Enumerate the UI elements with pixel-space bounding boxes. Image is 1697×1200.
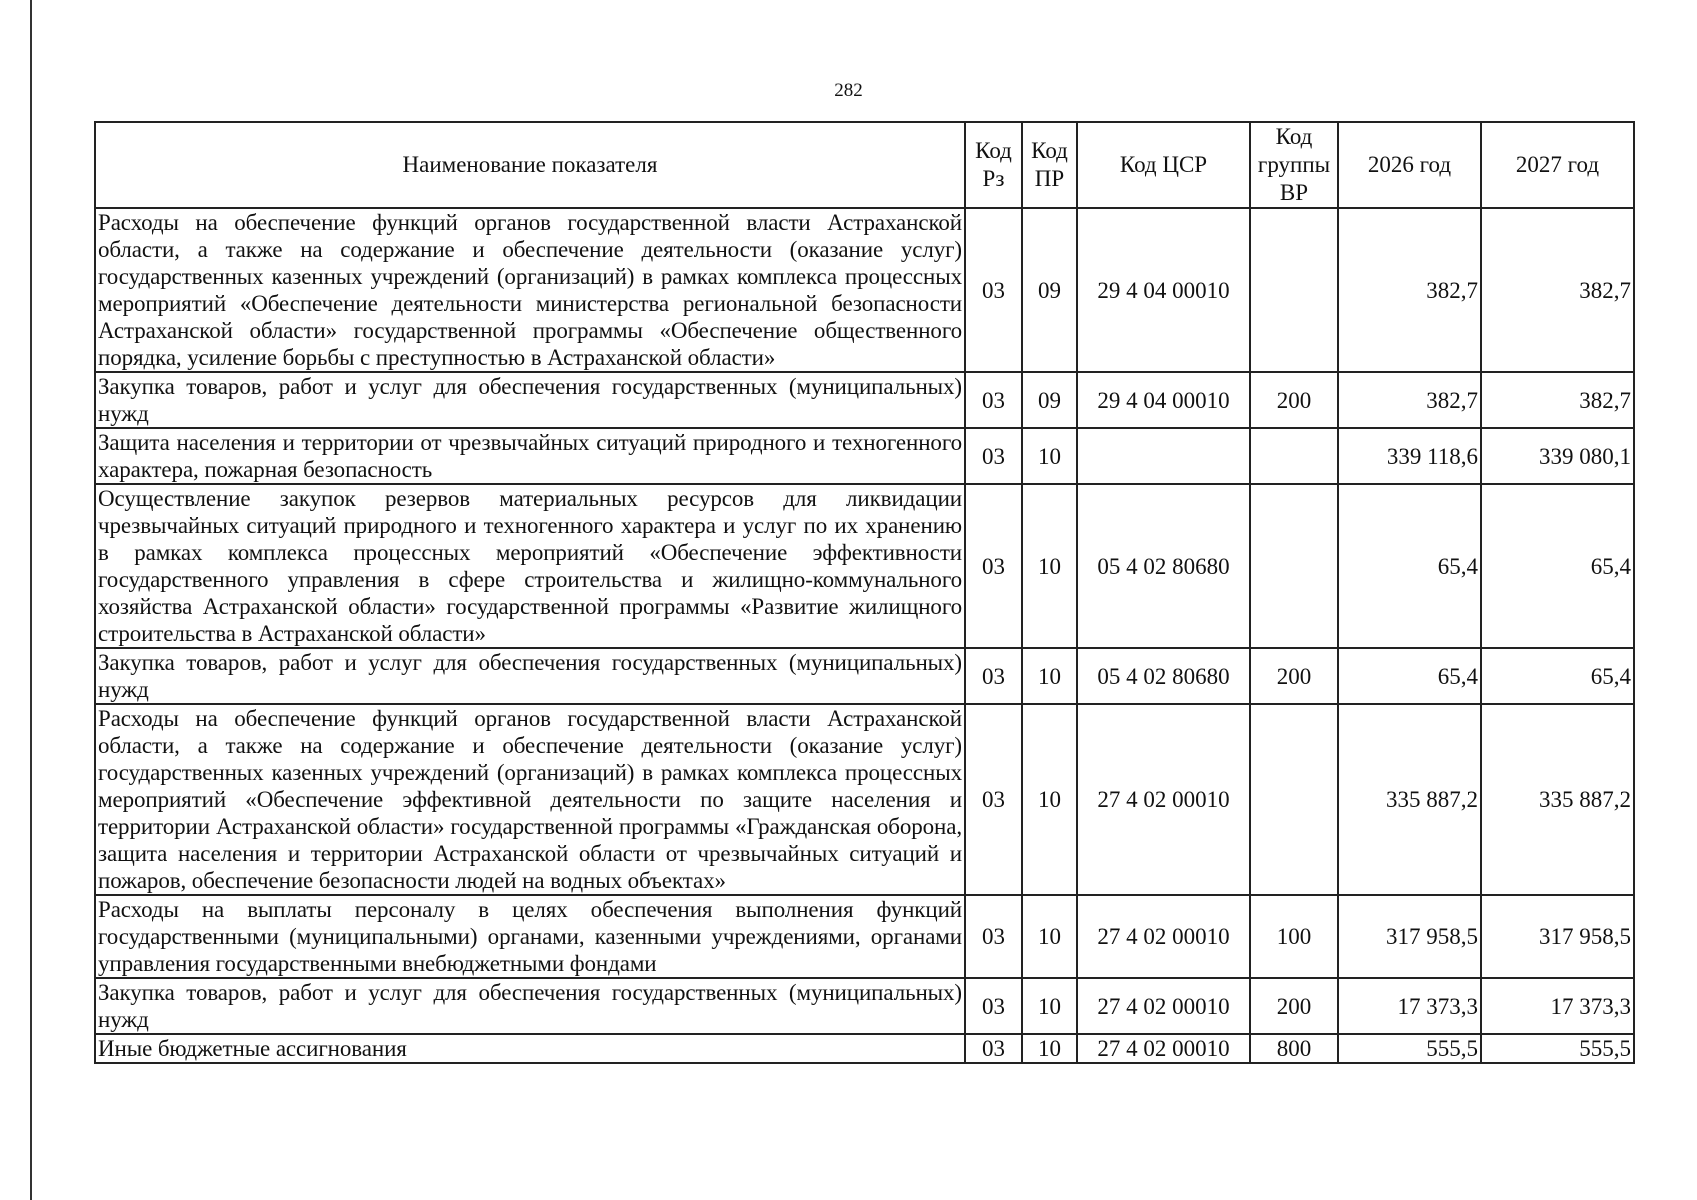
table-row: [95, 1034, 1634, 1063]
cell-vr: 800: [1250, 1034, 1338, 1063]
cell-csr: 27 4 02 00010: [1077, 1034, 1250, 1063]
cell-csr: 29 4 04 00010: [1077, 372, 1250, 428]
binding-margin-line: [30, 0, 32, 1200]
cell-name: Защита населения и территории от чрезвычайных ситуаций природного и техногенного характера, пожарная безопасность: [95, 428, 965, 484]
cell-2027: 17 373,3: [1481, 978, 1634, 1034]
table-header-row: [95, 122, 1634, 208]
cell-2026: 382,7: [1338, 208, 1481, 372]
cell-csr: 27 4 02 00010: [1077, 978, 1250, 1034]
cell-rz: 03: [965, 372, 1022, 428]
cell-name: Расходы на выплаты персоналу в целях обеспечения выполнения функций государственными (муниципальными) органами, казенными учреждениями, органами управления государственными внебюджетными фондами: [95, 895, 965, 978]
cell-pr: 10: [1022, 1034, 1077, 1063]
cell-rz: 03: [965, 704, 1022, 895]
cell-rz: 03: [965, 978, 1022, 1034]
cell-vr: 100: [1250, 895, 1338, 978]
cell-vr: [1250, 484, 1338, 648]
cell-vr: [1250, 208, 1338, 372]
cell-name: Закупка товаров, работ и услуг для обеспечения государственных (муниципальных) нужд: [95, 648, 965, 704]
cell-2027: 555,5: [1481, 1034, 1634, 1063]
cell-2027: 65,4: [1481, 648, 1634, 704]
cell-rz: 03: [965, 895, 1022, 978]
cell-pr: 10: [1022, 704, 1077, 895]
header-rz: Код Рз: [965, 122, 1022, 208]
cell-pr: 10: [1022, 978, 1077, 1034]
cell-name: Иные бюджетные ассигнования: [95, 1034, 965, 1063]
cell-vr: [1250, 428, 1338, 484]
cell-2026: 382,7: [1338, 372, 1481, 428]
table-row: [95, 428, 1634, 484]
cell-vr: 200: [1250, 372, 1338, 428]
cell-csr: [1077, 428, 1250, 484]
header-vr: Код группы ВР: [1250, 122, 1338, 208]
budget-table: [94, 121, 1635, 1064]
cell-2027: 65,4: [1481, 484, 1634, 648]
header-2027: 2027 год: [1481, 122, 1634, 208]
cell-name: Расходы на обеспечение функций органов государственной власти Астраханской области, а также на содержание и обеспечение деятельности (оказание услуг) государственных казенных учреждений (организаций) в рамках комплекса процессных мероприятий «Обеспечение эффективной деятельности по защите населения и территории Астраханской области» государственной программы «Гражданская оборона, защита населения и территории Астраханской области от чрезвычайных ситуаций и пожаров, обеспечение безопасности людей на водных объектах»: [95, 704, 965, 895]
cell-vr: 200: [1250, 978, 1338, 1034]
header-csr: Код ЦСР: [1077, 122, 1250, 208]
cell-pr: 09: [1022, 208, 1077, 372]
page-number: 282: [834, 80, 863, 101]
cell-csr: 05 4 02 80680: [1077, 484, 1250, 648]
header-name: Наименование показателя: [95, 122, 965, 208]
cell-rz: 03: [965, 428, 1022, 484]
cell-rz: 03: [965, 208, 1022, 372]
cell-pr: 10: [1022, 428, 1077, 484]
cell-name: Расходы на обеспечение функций органов государственной власти Астраханской области, а также на содержание и обеспечение деятельности (оказание услуг) государственных казенных учреждений (организаций) в рамках комплекса процессных мероприятий «Обеспечение деятельности министерства региональной безопасности Астраханской области» государственной программы «Обеспечение общественного порядка, усиление борьбы с преступностью в Астраханской области»: [95, 208, 965, 372]
cell-2026: 65,4: [1338, 648, 1481, 704]
cell-2026: 335 887,2: [1338, 704, 1481, 895]
cell-vr: 200: [1250, 648, 1338, 704]
cell-2027: 339 080,1: [1481, 428, 1634, 484]
cell-csr: 29 4 04 00010: [1077, 208, 1250, 372]
cell-pr: 10: [1022, 648, 1077, 704]
table-row: [95, 704, 1634, 895]
cell-name: Закупка товаров, работ и услуг для обеспечения государственных (муниципальных) нужд: [95, 372, 965, 428]
cell-2026: 17 373,3: [1338, 978, 1481, 1034]
table-row: [95, 208, 1634, 372]
cell-2026: 65,4: [1338, 484, 1481, 648]
cell-2027: 317 958,5: [1481, 895, 1634, 978]
cell-2027: 335 887,2: [1481, 704, 1634, 895]
cell-name: Закупка товаров, работ и услуг для обеспечения государственных (муниципальных) нужд: [95, 978, 965, 1034]
cell-rz: 03: [965, 1034, 1022, 1063]
cell-2027: 382,7: [1481, 372, 1634, 428]
table-row: [95, 648, 1634, 704]
table-row: [95, 372, 1634, 428]
table-row: [95, 895, 1634, 978]
cell-vr: [1250, 704, 1338, 895]
cell-rz: 03: [965, 484, 1022, 648]
cell-csr: 27 4 02 00010: [1077, 895, 1250, 978]
cell-csr: 05 4 02 80680: [1077, 648, 1250, 704]
cell-csr: 27 4 02 00010: [1077, 704, 1250, 895]
cell-pr: 10: [1022, 895, 1077, 978]
cell-name: Осуществление закупок резервов материальных ресурсов для ликвидации чрезвычайных ситуаций природного и техногенного характера и услуг по их хранению в рамках комплекса процессных мероприятий «Обеспечение эффективности государственного управления в сфере строительства и жилищно-коммунального хозяйства Астраханской области» государственной программы «Развитие жилищного строительства в Астраханской области»: [95, 484, 965, 648]
cell-2027: 382,7: [1481, 208, 1634, 372]
table-row: [95, 978, 1634, 1034]
cell-pr: 09: [1022, 372, 1077, 428]
table-row: [95, 484, 1634, 648]
cell-2026: 317 958,5: [1338, 895, 1481, 978]
cell-pr: 10: [1022, 484, 1077, 648]
header-pr: Код ПР: [1022, 122, 1077, 208]
cell-2026: 339 118,6: [1338, 428, 1481, 484]
header-2026: 2026 год: [1338, 122, 1481, 208]
cell-2026: 555,5: [1338, 1034, 1481, 1063]
cell-rz: 03: [965, 648, 1022, 704]
